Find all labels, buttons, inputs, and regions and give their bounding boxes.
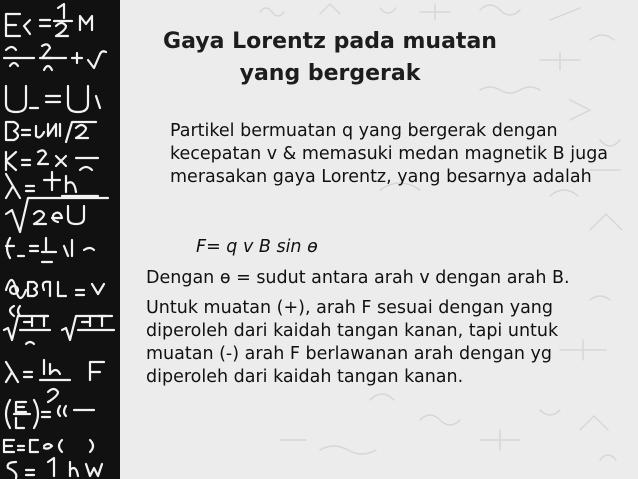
paragraph-angle-definition: Dengan ɵ = sudut antara arah v dengan arah B. xyxy=(146,268,570,288)
paragraph-definition: Partikel bermuatan q yang bergerak dengan kecepatan v & memasuki medan magnetik B juga merasakan gaya Lorentz, yang besarnya adalah xyxy=(170,121,609,187)
title-line-2: yang bergerak xyxy=(239,61,421,86)
paragraph-direction-rule: Untuk muatan (+), arah F sesuai dengan yang diperoleh dari kaidah tangan kanan, tapi untuk muatan (-) arah F berlawanan arah dengan yg diperoleh dari kaidah tangan kanan. xyxy=(146,298,559,387)
slide-title xyxy=(120,26,540,90)
lorentz-force-formula: F= q v B sin ɵ xyxy=(196,237,318,257)
chalk-formulas-decoration xyxy=(0,0,120,479)
title-line-1: Gaya Lorentz pada muatan xyxy=(163,29,497,54)
chalkboard-strip xyxy=(0,0,120,479)
